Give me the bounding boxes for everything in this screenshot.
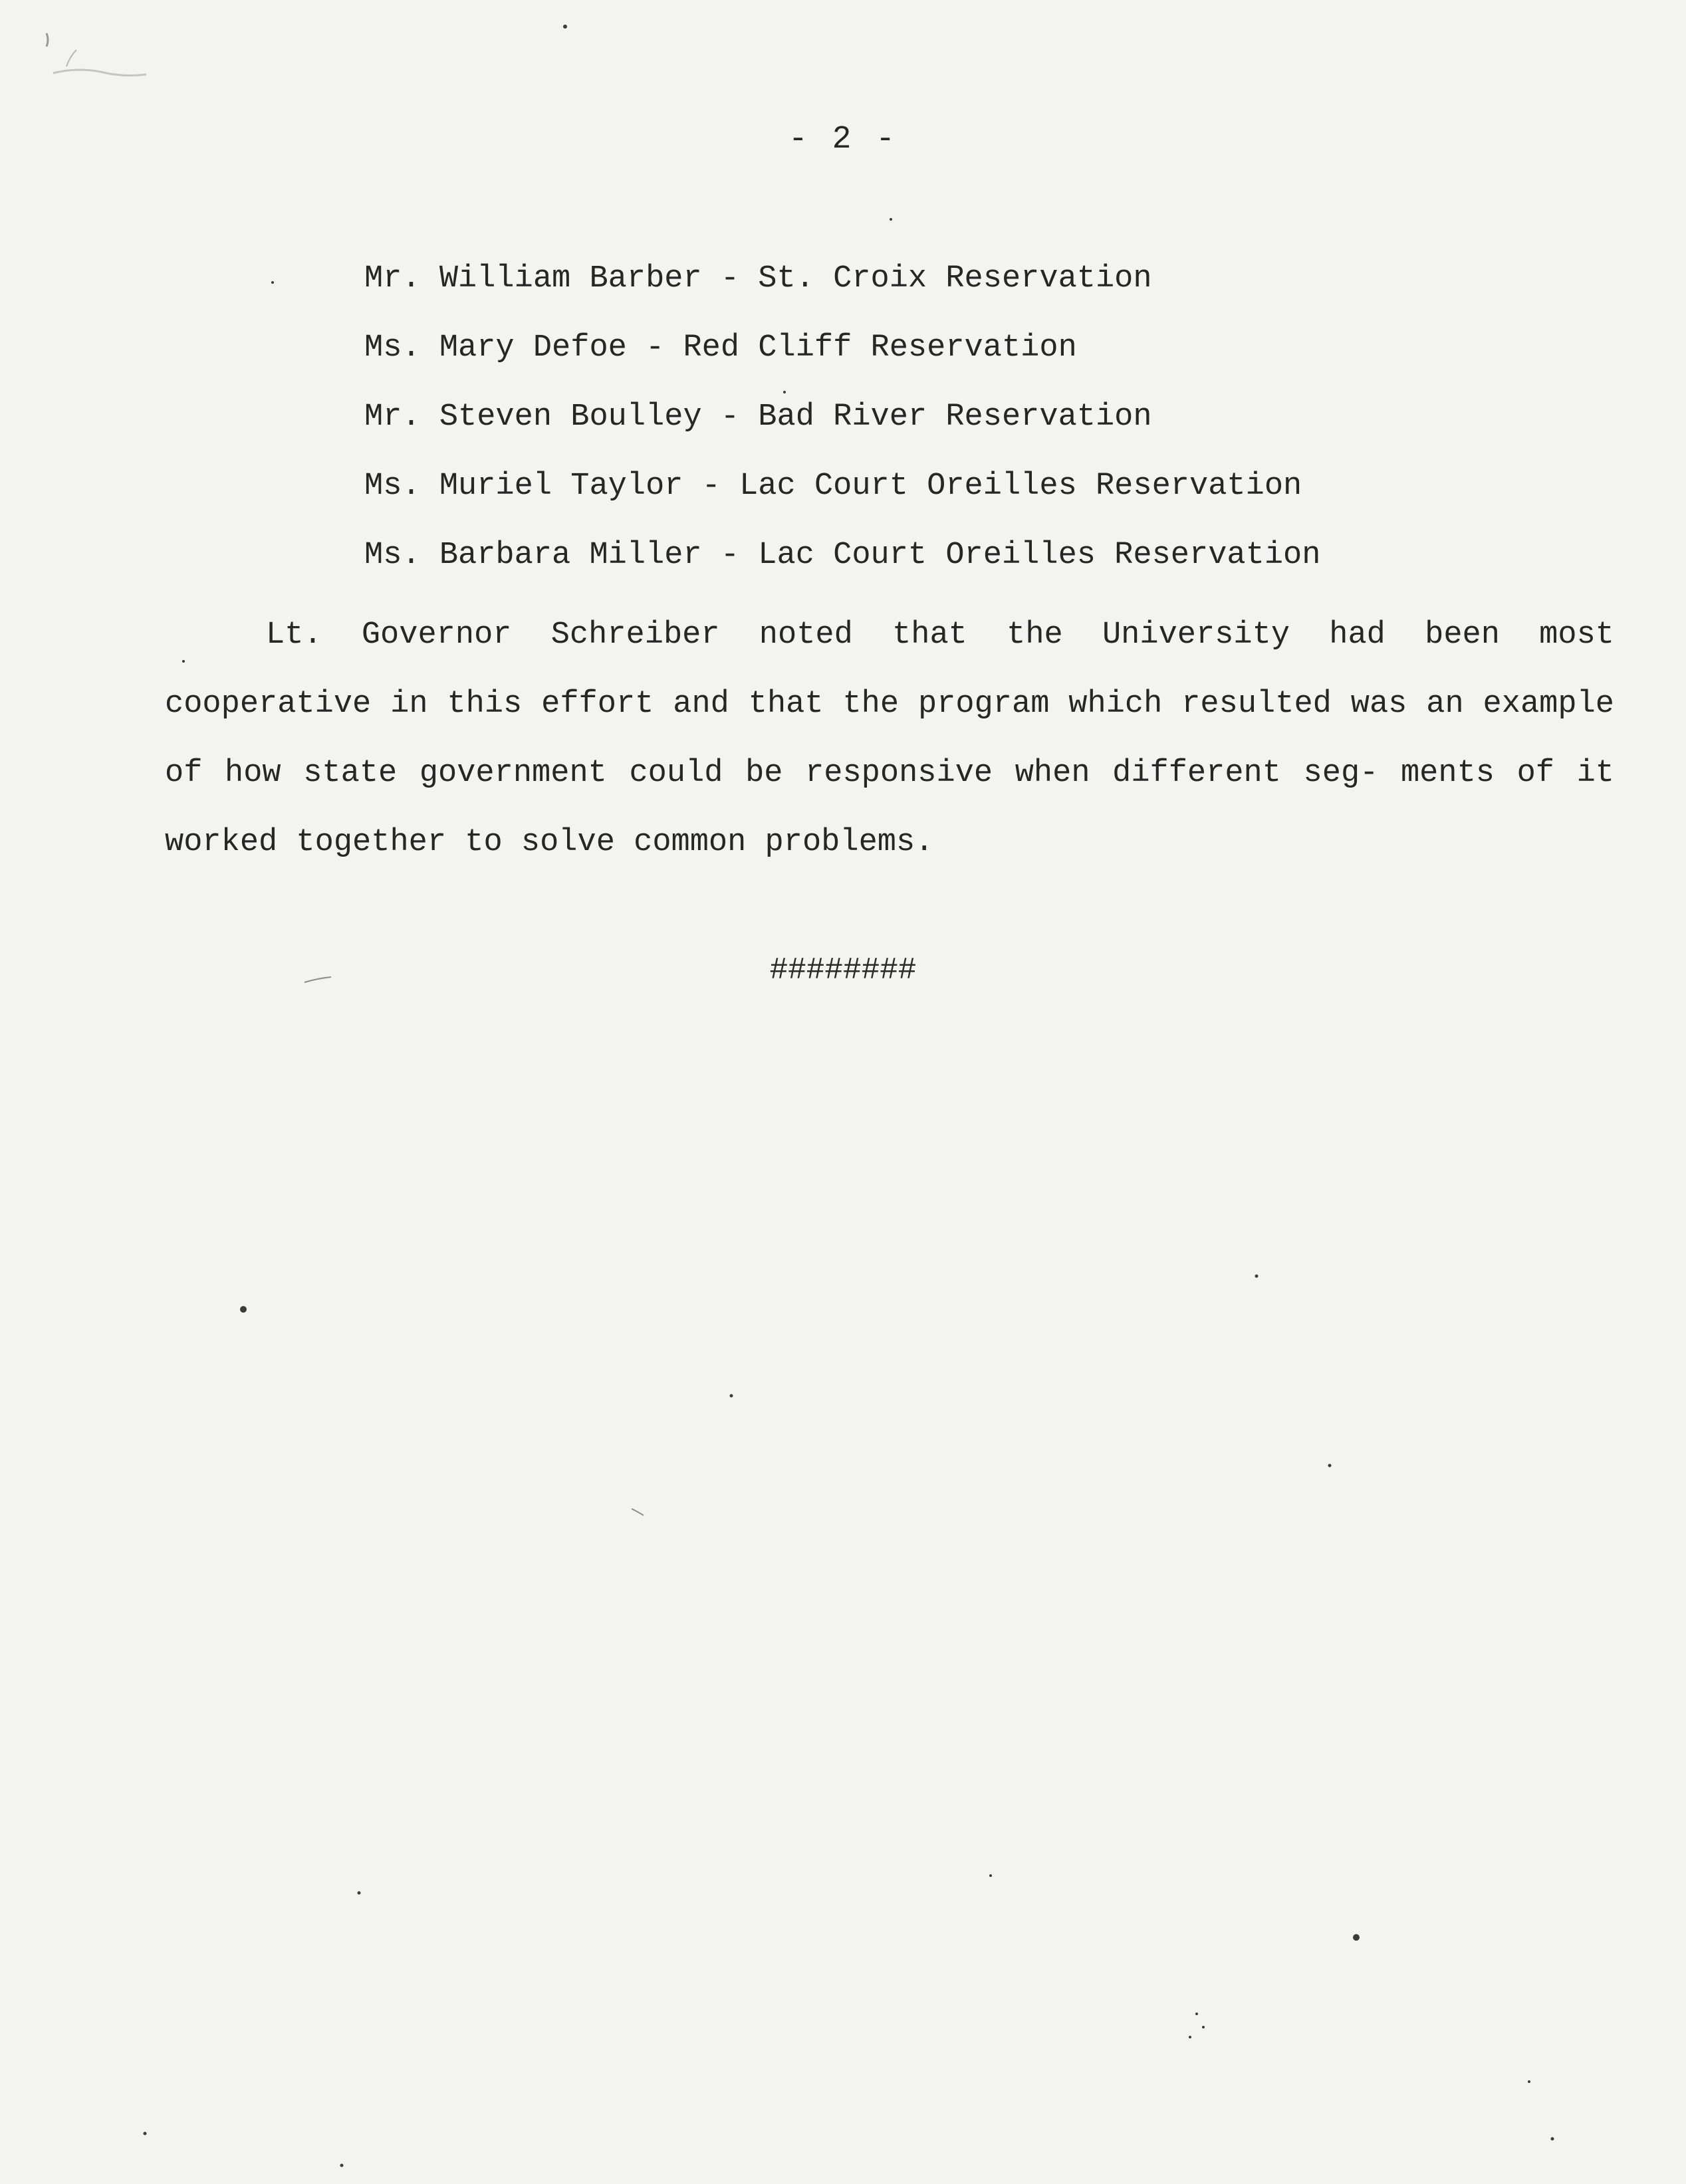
- body-paragraph: Lt. Governor Schreiber noted that the University had been most cooperative in this effort and that the program which resulted was an example of how state government could be responsive when different seg- ments of it worked together to solve common problems.: [165, 617, 1614, 860]
- page-number: - 2 -: [788, 122, 898, 158]
- attendee-entry: Ms. Muriel Taylor - Lac Court Oreilles Reservation: [364, 469, 1302, 504]
- end-of-document-mark: ########: [769, 953, 917, 988]
- attendee-entry: Mr. Steven Boulley - Bad River Reservation: [364, 399, 1152, 435]
- attendee-entry: Mr. William Barber - St. Croix Reservation: [364, 261, 1152, 296]
- attendee-entry: Ms. Barbara Miller - Lac Court Oreilles Reservation: [364, 538, 1321, 573]
- attendee-entry: Ms. Mary Defoe - Red Cliff Reservation: [364, 330, 1077, 366]
